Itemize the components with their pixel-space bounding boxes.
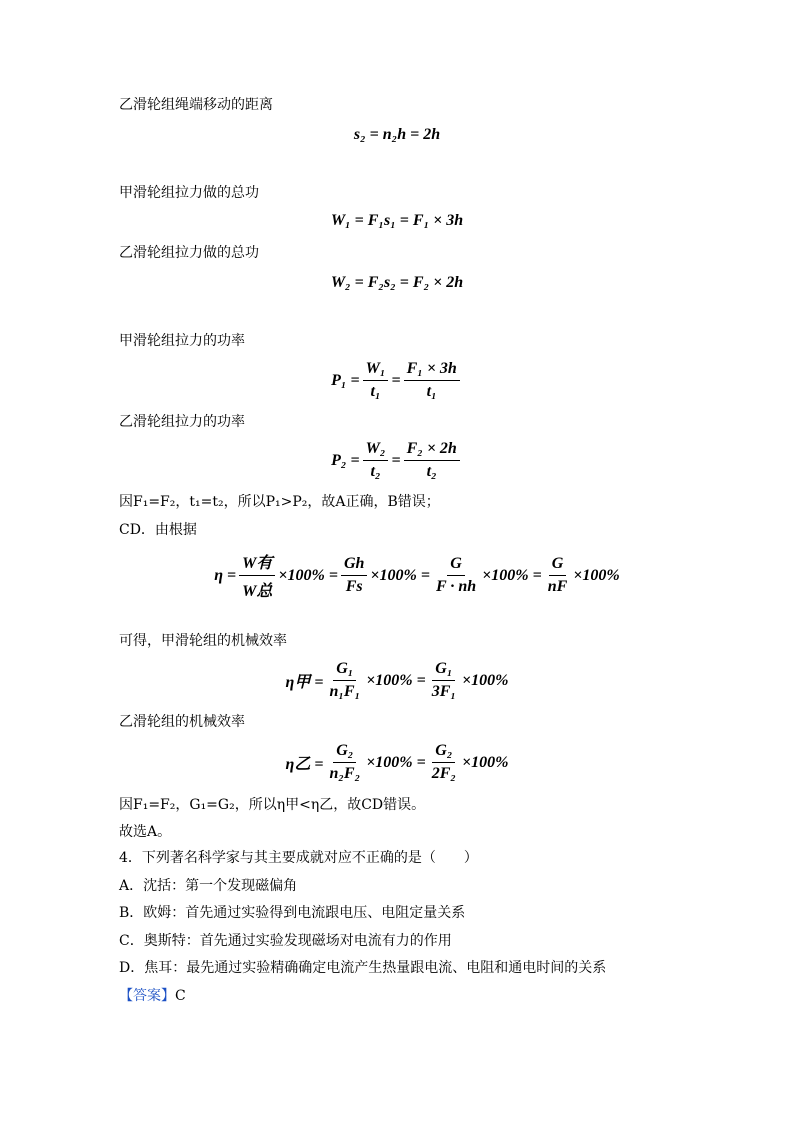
numerator: W₂	[363, 440, 389, 461]
fraction	[545, 555, 571, 596]
text-line: 乙滑轮组绳端移动的距离	[119, 97, 273, 113]
numerator: F₁ × 3h	[404, 360, 460, 381]
denominator: F · nh	[435, 578, 477, 595]
text-line: 乙滑轮组拉力的功率	[119, 414, 245, 430]
lhs: P₂ =	[331, 451, 360, 469]
operator: ×100% =	[366, 671, 426, 689]
fraction	[363, 440, 389, 481]
lhs: η甲 =	[285, 674, 324, 691]
lhs: η乙 =	[285, 756, 324, 773]
numerator: G₂	[432, 742, 455, 763]
formula-s2: s₂ = n₂h = 2h	[353, 126, 441, 143]
denominator: t₂	[426, 463, 437, 480]
option-d: D．焦耳：最先通过实验精确确定电流产生热量跟电流、电阻和通电时间的关系	[119, 960, 607, 976]
denominator: n₁F₁	[329, 683, 361, 700]
numerator: W有	[239, 550, 275, 576]
formula-eta1	[0, 660, 794, 701]
option-b: B．欧姆：首先通过实验得到电流跟电压、电阻定量关系	[119, 905, 466, 921]
denominator: nF	[547, 578, 568, 595]
fraction	[429, 742, 459, 783]
fraction	[326, 660, 363, 701]
text-line: 可得，甲滑轮组的机械效率	[119, 633, 287, 649]
numerator: W₁	[363, 360, 389, 381]
operator: ×100% =	[366, 753, 426, 771]
numerator: G	[549, 555, 567, 576]
numerator: G₁	[432, 660, 455, 681]
operator: ×100% =	[370, 566, 430, 584]
formula-w2: W₂ = F₂s₂ = F₂ × 2h	[330, 274, 464, 291]
fraction	[239, 550, 275, 601]
fraction	[341, 555, 367, 596]
fraction	[326, 742, 363, 783]
fraction	[433, 555, 479, 596]
denominator: t₂	[370, 463, 381, 480]
operator: ×100%	[462, 753, 509, 771]
denominator: 3F₁	[431, 683, 456, 700]
text-line: 故选A。	[119, 824, 172, 840]
operator: ×100% =	[482, 566, 542, 584]
denominator: n₂F₂	[329, 765, 361, 782]
answer-value: C	[175, 988, 186, 1004]
formula-eta2	[0, 742, 794, 783]
formula-eta	[20, 550, 794, 601]
formula-p2	[0, 440, 794, 481]
fraction	[404, 440, 460, 481]
question-4: 4．下列著名科学家与其主要成就对应不正确的是（ ）	[119, 850, 478, 866]
operator: ×100% =	[278, 566, 338, 584]
option-a: A．沈括：第一个发现磁偏角	[119, 878, 298, 894]
lhs: P₁ =	[331, 371, 360, 389]
fraction	[404, 360, 460, 401]
numerator: Gh	[341, 555, 367, 576]
text-line: 因F₁=F₂，t₁=t₂，所以P₁>P₂，故A正确，B错误；	[119, 494, 440, 510]
numerator: G	[447, 555, 465, 576]
equals: =	[391, 371, 401, 389]
numerator: F₂ × 2h	[404, 440, 460, 461]
denominator: W总	[242, 583, 273, 600]
fraction	[429, 660, 459, 701]
fraction	[363, 360, 389, 401]
text-line: 乙滑轮组拉力做的总功	[119, 245, 259, 261]
answer-line	[119, 987, 186, 1005]
text-line: 因F₁=F₂，G₁=G₂，所以η甲<η乙，故CD错误。	[119, 797, 426, 813]
formula-w1: W₁ = F₁s₁ = F₁ × 3h	[330, 212, 464, 229]
denominator: 2F₂	[431, 765, 456, 782]
text-line: 乙滑轮组的机械效率	[119, 714, 245, 730]
numerator: G₂	[333, 742, 356, 763]
equals: =	[391, 451, 401, 469]
text-line: 甲滑轮组拉力的功率	[119, 333, 245, 349]
numerator: G₁	[333, 660, 356, 681]
denominator: Fs	[345, 578, 363, 595]
answer-label: 【答案】	[119, 988, 175, 1004]
text-line: CD．由根据	[119, 522, 197, 538]
operator: ×100%	[462, 671, 509, 689]
denominator: t₁	[426, 383, 437, 400]
text-line: 甲滑轮组拉力做的总功	[119, 185, 259, 201]
operator: ×100%	[573, 566, 620, 584]
lhs: η =	[214, 566, 237, 584]
option-c: C．奥斯特：首先通过实验发现磁场对电流有力的作用	[119, 933, 452, 949]
formula-p1	[0, 360, 794, 401]
denominator: t₁	[370, 383, 381, 400]
